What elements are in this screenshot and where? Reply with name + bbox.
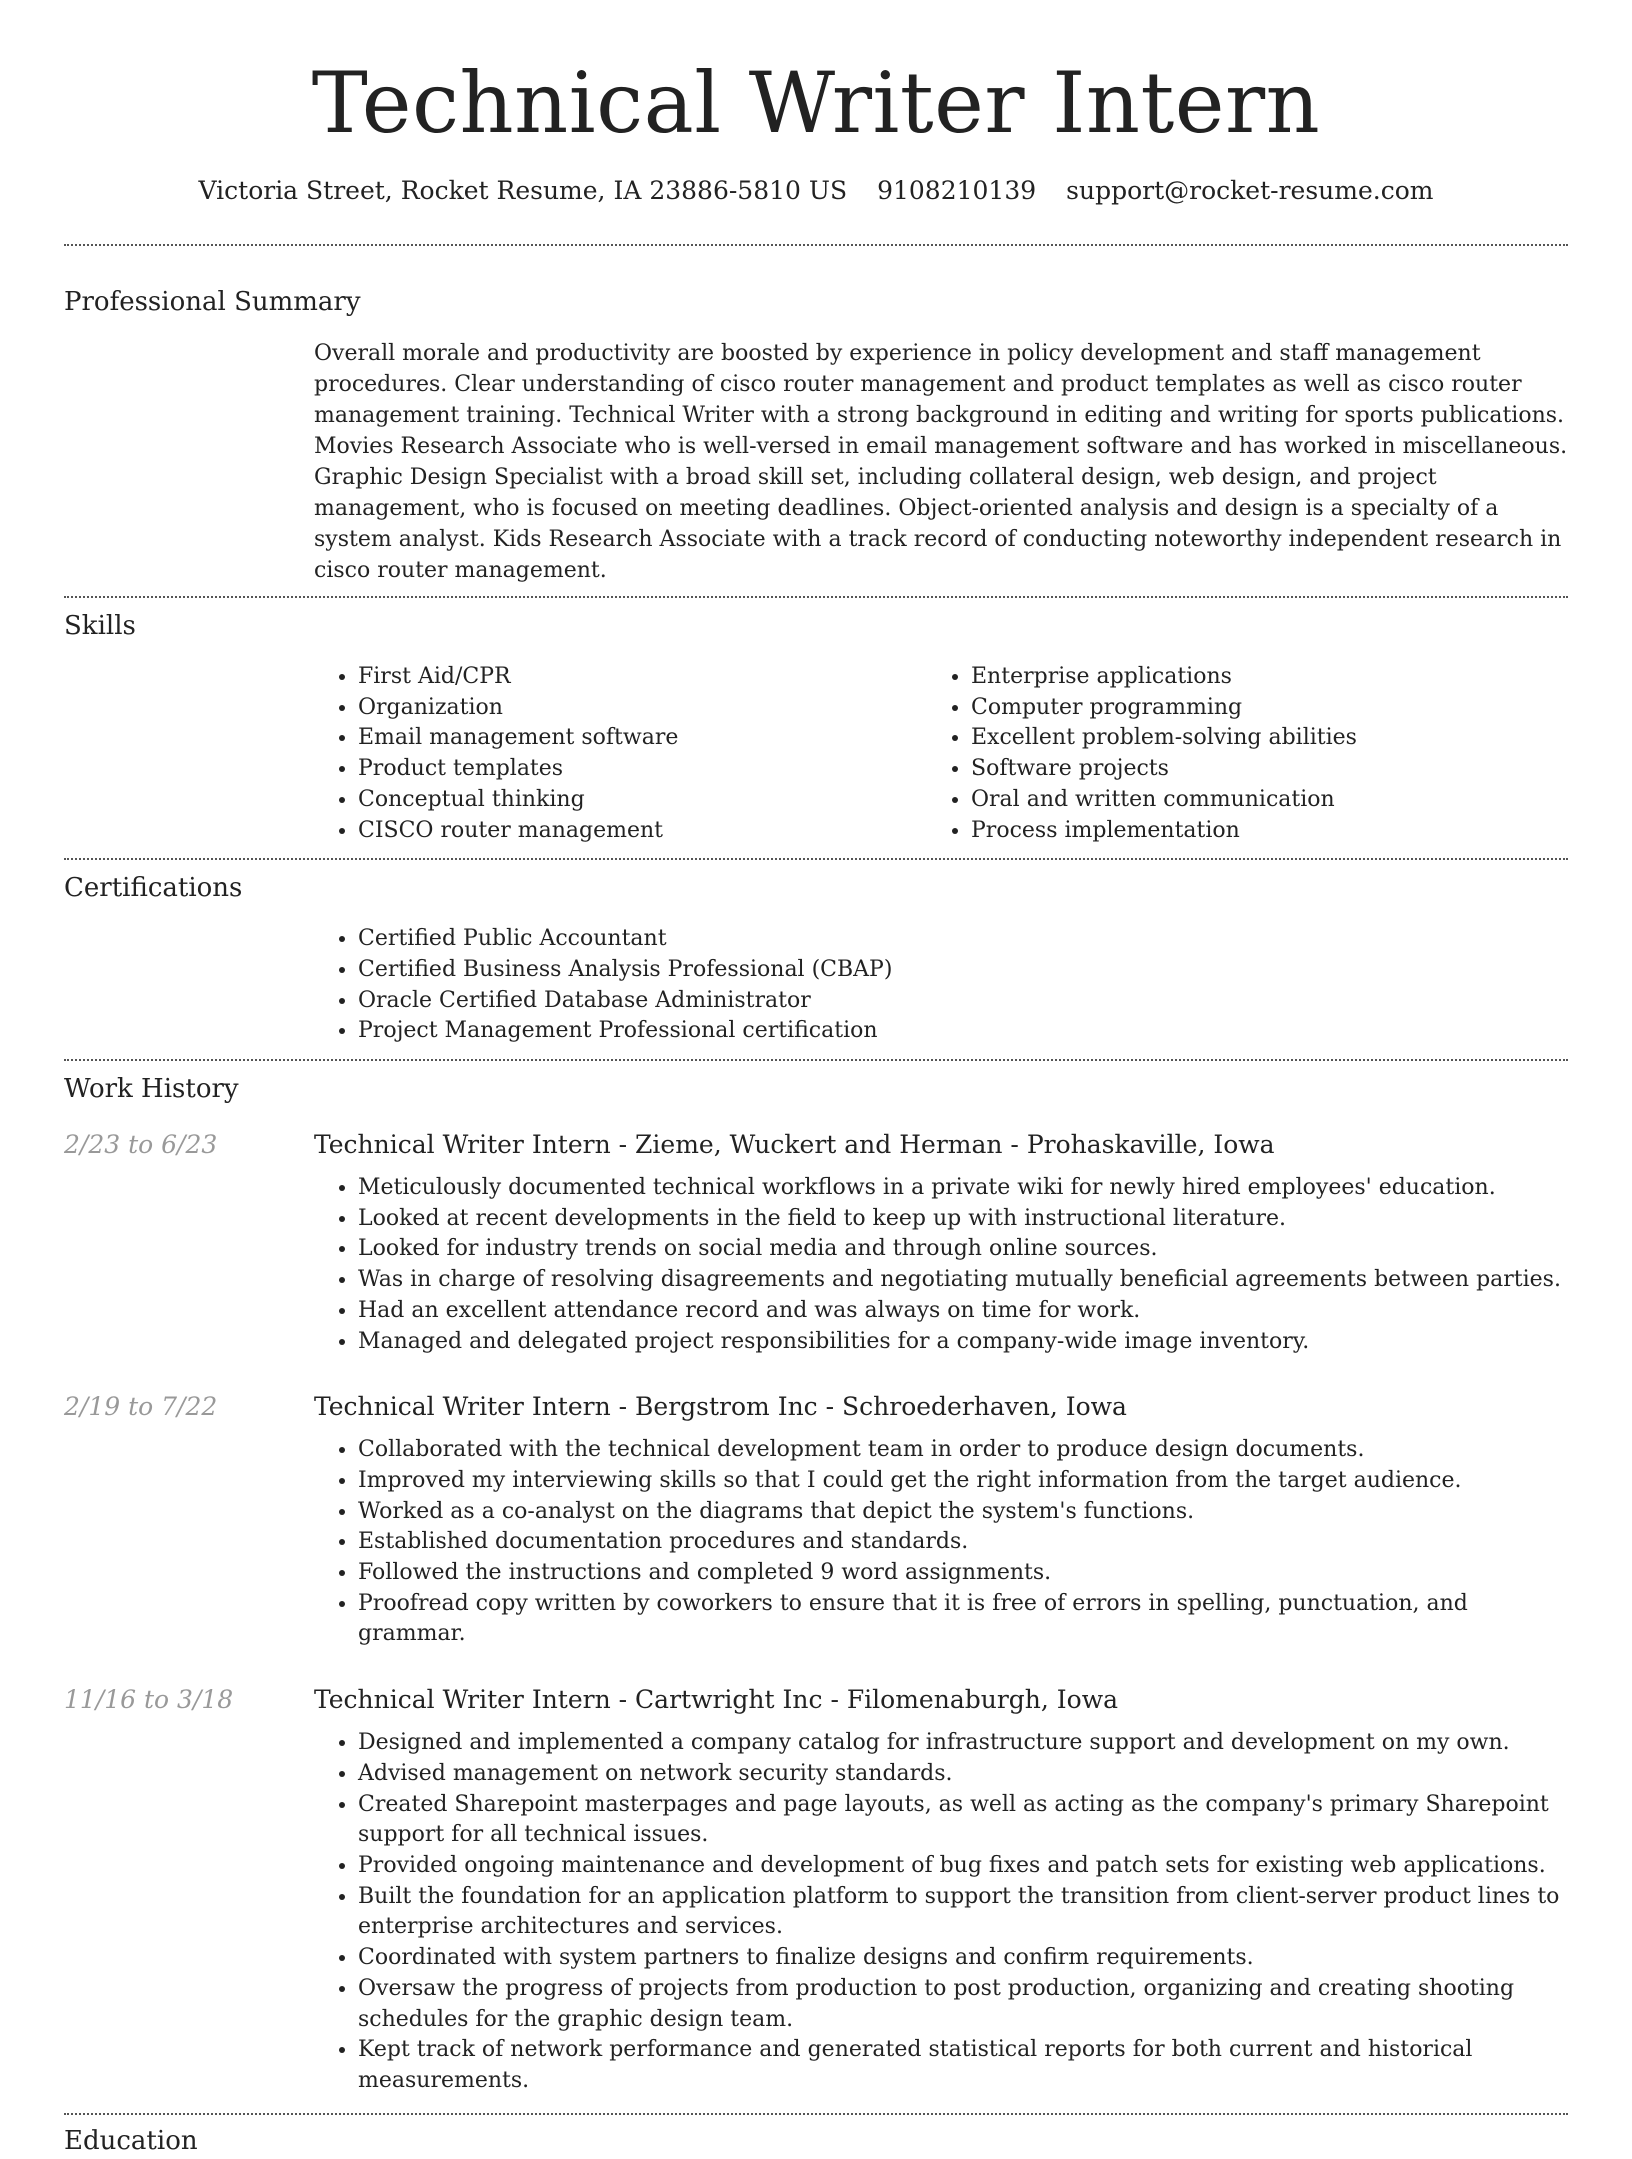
certification-item: • Certified Business Analysis Professional (CBAP) [358,955,1568,986]
skills-heading: Skills [64,611,136,641]
job-bullet: • Proofread copy written by coworkers to ensure that it is free of errors in spelling, punctuation, and grammar. [358,1589,1568,1650]
summary-body [314,338,1568,586]
certifications-body [314,924,1568,1047]
candidate-name: Technical Writer Intern [311,54,1321,152]
skills-grid [314,662,1568,846]
job-bullet: • Was in charge of resolving disagreements and negotiating mutually beneficial agreements between parties. [358,1265,1568,1296]
job-details [314,1127,1568,1357]
job-details [314,1682,1568,2096]
job-bullet: • Coordinated with system partners to finalize designs and confirm requirements. [358,1943,1568,1974]
skill-item: • First Aid/CPR [358,662,927,693]
education-heading: Education [64,2125,198,2156]
contact-line [64,174,1568,208]
skill-item: • Product templates [358,754,927,785]
contact-address: Victoria Street, Rocket Resume, IA 23886-5810 US [198,176,848,205]
skills-column-right [927,662,1540,846]
job-bullet: • Looked for industry trends on social media and through online sources. [358,1234,1568,1265]
certifications-section [64,860,1568,1047]
job-bullet: • Advised management on network security standards. [358,1759,1568,1790]
skills-column-left [314,662,927,846]
certifications-list [314,924,1568,1047]
resume-header [64,0,1568,208]
contact-phone: 9108210139 [877,176,1037,205]
skill-item: • Process implementation [971,816,1540,847]
job-dates: 11/16 to 3/18 [64,1685,234,1715]
education-section [64,2115,1568,2159]
summary-section [64,246,1568,586]
job-bullet: • Worked as a co-analyst on the diagrams that depict the system's functions. [358,1497,1568,1528]
skill-item: • Excellent problem-solving abilities [971,723,1540,754]
job-bullet: • Had an excellent attendance record and was always on time for work. [358,1296,1568,1327]
skill-item: • CISCO router management [358,816,927,847]
certification-item: • Oracle Certified Database Administrator [358,986,1568,1017]
skill-item: • Email management software [358,723,927,754]
contact-email: support@rocket-resume.com [1066,176,1434,205]
job-bullet: • Built the foundation for an application platform to support the transition from client-server product lines to enterprise architectures and services. [358,1882,1568,1943]
job-bullet: • Kept track of network performance and generated statistical reports for both current and historical measurements. [358,2035,1568,2096]
job-title: Technical Writer Intern - Bergstrom Inc - Schroederhaven, Iowa [314,1392,1127,1422]
job-bullet: • Provided ongoing maintenance and development of bug fixes and patch sets for existing web applications. [358,1851,1568,1882]
job-bullet: • Oversaw the progress of projects from production to post production, organizing and creating shooting schedules for the graphic design team. [358,1974,1568,2035]
skills-list-left [314,662,927,846]
job-bullet: • Managed and delegated project responsibilities for a company-wide image inventory. [358,1327,1568,1358]
job-bullet: • Designed and implemented a company catalog for infrastructure support and development on my own. [358,1728,1568,1759]
skills-section [64,598,1568,846]
skill-item: • Software projects [971,754,1540,785]
certification-item: • Project Management Professional certification [358,1016,1568,1047]
job-bullet: • Meticulously documented technical workflows in a private wiki for newly hired employees' education. [358,1173,1568,1204]
skills-list-right [927,662,1540,846]
job-bullet: • Collaborated with the technical development team in order to produce design documents. [358,1435,1568,1466]
skill-item: • Computer programming [971,693,1540,724]
skill-item: • Oral and written communication [971,785,1540,816]
certification-item: • Certified Public Accountant [358,924,1568,955]
skill-item: • Conceptual thinking [358,785,927,816]
job-entry [64,1682,1568,2096]
skill-item: • Enterprise applications [971,662,1540,693]
summary-heading: Professional Summary [64,287,361,317]
certifications-heading: Certifications [64,873,243,904]
job-bullet: • Followed the instructions and completed 9 word assignments. [358,1558,1568,1589]
job-entry [64,1127,1568,1357]
job-dates: 2/23 to 6/23 [64,1130,218,1160]
job-bullets [314,1728,1568,2096]
job-bullets [314,1435,1568,1650]
job-bullet: • Created Sharepoint masterpages and page layouts, as well as acting as the company's primary Sharepoint support for all technical issues. [358,1790,1568,1851]
job-entry [64,1389,1568,1650]
job-bullet: • Established documentation procedures and standards. [358,1527,1568,1558]
job-dates: 2/19 to 7/22 [64,1392,218,1422]
job-title: Technical Writer Intern - Zieme, Wuckert and Herman - Prohaskaville, Iowa [314,1130,1275,1160]
summary-text: Overall morale and productivity are boosted by experience in policy development and staff management procedures. Clear understanding of cisco router management and product templates as well as cisco router management training. Technical Writer with a strong background in editing and writing for sports publications. Movies Research Associate who is well-versed in email management software and has worked in miscellaneous. Graphic Design Specialist with a broad skill set, including collateral design, web design, and project management, who is focused on meeting deadlines. Object-oriented analysis and design is a specialty of a system analyst. Kids Research Associate with a track record of conducting noteworthy independent research in cisco router management. [314,341,1568,583]
job-bullet: • Looked at recent developments in the field to keep up with instructional literature. [358,1204,1568,1235]
skill-item: • Organization [358,693,927,724]
work-history-heading: Work History [64,1074,239,1105]
job-bullets [314,1173,1568,1357]
job-title: Technical Writer Intern - Cartwright Inc - Filomenaburgh, Iowa [314,1685,1119,1715]
work-history-section [64,1061,1568,2097]
job-bullet: • Improved my interviewing skills so that I could get the right information from the target audience. [358,1466,1568,1497]
job-details [314,1389,1568,1650]
